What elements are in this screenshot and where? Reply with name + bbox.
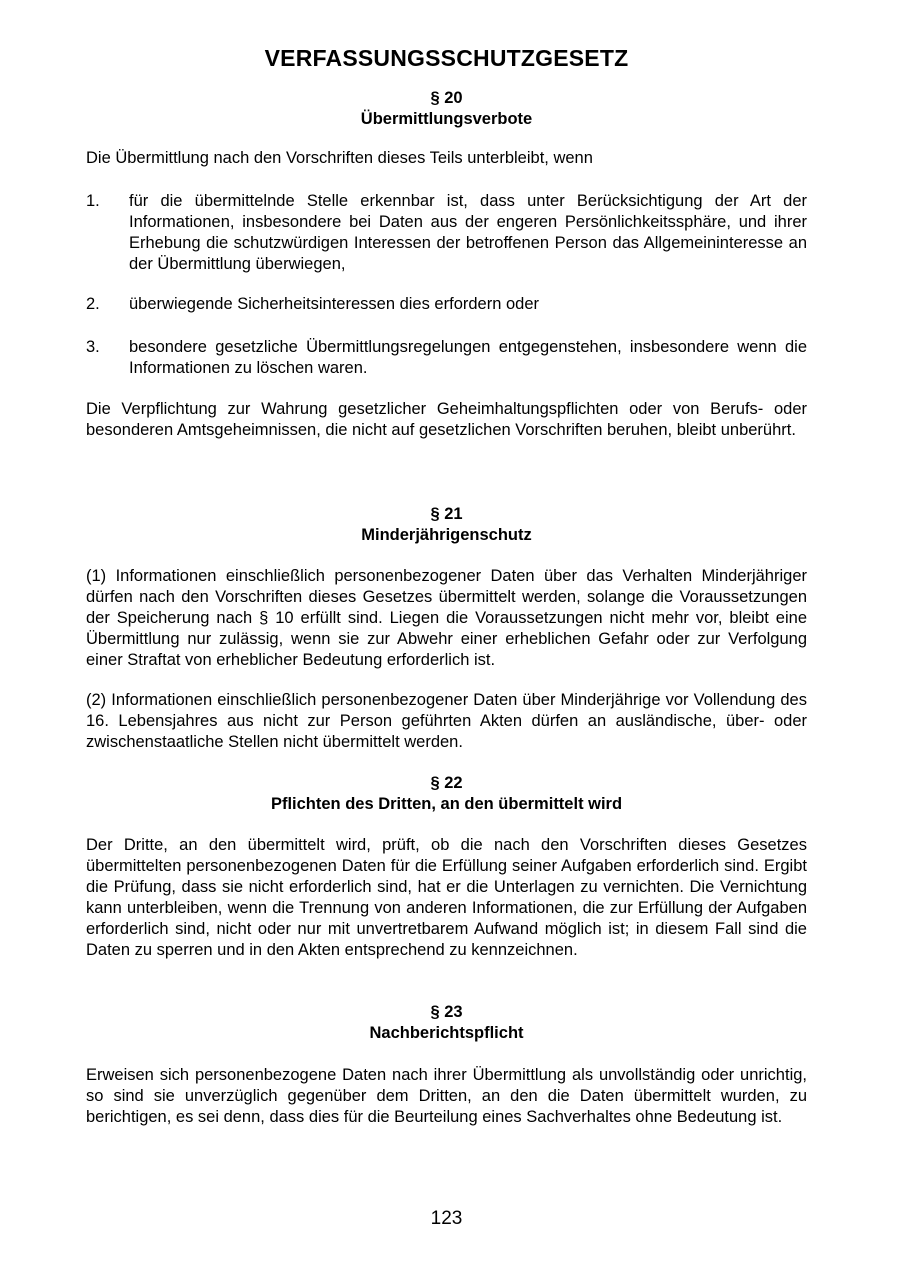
list-text: für die übermittelnde Stelle erkennbar ist, dass unter Berücksichtigung der Art der Informationen, insbesondere bei Daten aus der engeren Persönlichkeitssphäre, und ihrer Erhebung die schutzwürdigen Interessen der betroffenen Person das Allgemeininteresse an der Übermittlung überwiegen, bbox=[129, 192, 807, 273]
section-21-paragraph-2: (2) Informationen einschließlich personenbezogener Daten über Minderjährige vor Vollendung des 16. Lebensjahres aus nicht zur Person geführten Akten dürfen an ausländische, über- oder zwischenstaatliche Stellen nicht übermittelt werden. bbox=[86, 691, 807, 751]
section-22-header bbox=[86, 773, 807, 815]
document-title: VERFASSUNGSSCHUTZGESETZ bbox=[264, 45, 629, 71]
section-23-heading: Nachberichtspflicht bbox=[369, 1024, 524, 1042]
section-23-paragraph: Erweisen sich personenbezogene Daten nach ihrer Übermittlung als unvollständig oder unrichtig, so sind sie unverzüglich gegenüber dem Dritten, an den die Daten übermittelt wurden, zu berichtigen, es sei denn, dass dies für die Beurteilung eines Sachverhaltes ohne Bedeutung ist. bbox=[86, 1066, 807, 1126]
section-20-item-2 bbox=[86, 294, 807, 315]
section-20-item-1 bbox=[86, 191, 807, 275]
section-20-header bbox=[86, 88, 807, 130]
section-21-number: § 21 bbox=[430, 505, 463, 523]
section-20-number: § 20 bbox=[430, 89, 463, 107]
section-23-number: § 23 bbox=[430, 1003, 463, 1021]
section-22-paragraph: Der Dritte, an den übermittelt wird, prüft, ob die nach den Vorschriften dieses Gesetzes übermittelten personenbezogenen Daten für die Erfüllung seiner Aufgaben erforderlich sind. Ergibt die Prüfung, dass sie nicht erforderlich sind, hat er die Unterlagen zu vernichten. Die Vernichtung kann unterbleiben, wenn die Trennung von anderen Informationen, die zur Erfüllung der Aufgaben erforderlich sind, nicht oder nur mit unvertretbarem Aufwand möglich ist; in diesem Fall sind die Daten zu sperren und in den Akten entsprechend zu kennzeichnen. bbox=[86, 836, 807, 959]
list-text: überwiegende Sicherheitsinteressen dies erfordern oder bbox=[129, 295, 539, 313]
section-21-header bbox=[86, 504, 807, 546]
list-number: 3. bbox=[86, 338, 100, 356]
section-22-number: § 22 bbox=[430, 774, 463, 792]
section-21-heading: Minderjährigenschutz bbox=[361, 526, 532, 544]
list-text: besondere gesetzliche Übermittlungsregelungen entgegenstehen, insbesondere wenn die Informationen zu löschen waren. bbox=[129, 338, 807, 377]
section-20-item-3 bbox=[86, 337, 807, 379]
section-20-closing: Die Verpflichtung zur Wahrung gesetzlicher Geheimhaltungspflichten oder von Berufs- oder besonderen Amtsgeheimnissen, die nicht auf gesetzlichen Vorschriften beruhen, bleibt unberührt. bbox=[86, 400, 807, 439]
list-number: 2. bbox=[86, 295, 100, 313]
section-20-intro: Die Übermittlung nach den Vorschriften dieses Teils unterbleibt, wenn bbox=[86, 149, 593, 167]
section-20-heading: Übermittlungsverbote bbox=[360, 110, 533, 128]
list-number: 1. bbox=[86, 192, 100, 210]
section-21-paragraph-1: (1) Informationen einschließlich personenbezogener Daten über das Verhalten Minderjähriger dürfen nach den Vorschriften dieses Gesetzes übermittelt werden, solange die Voraussetzungen der Speicherung nach § 10 erfüllt sind. Liegen die Voraussetzungen nicht mehr vor, bleibt eine Übermittlung nur zulässig, wenn sie zur Abwehr einer erheblichen Gefahr oder zur Verfolgung einer Straftat von erheblicher Bedeutung erforderlich ist. bbox=[86, 567, 807, 669]
page-number: 123 bbox=[430, 1208, 463, 1229]
section-22-heading: Pflichten des Dritten, an den übermittelt wird bbox=[270, 795, 623, 813]
section-23-header bbox=[86, 1002, 807, 1044]
